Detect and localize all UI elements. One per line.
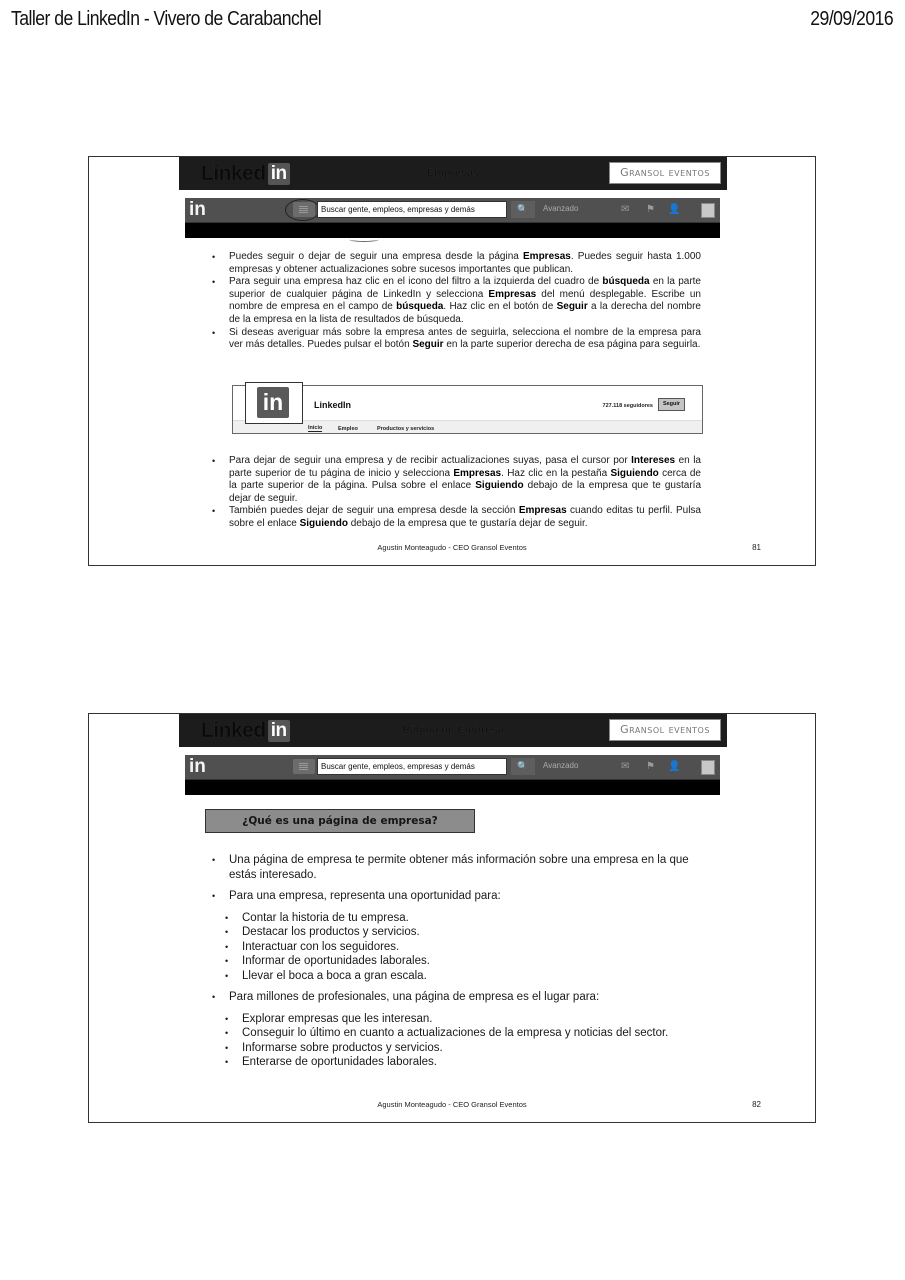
- slide-82: [88, 713, 816, 1123]
- banner-title: Página de Empresa: [402, 724, 504, 736]
- profile-avatar-icon[interactable]: [701, 760, 715, 775]
- bullet-item: • Si deseas averiguar más sobre la empresa antes de seguirla, selecciona el nombre de la empresa para ver más detalles. Puedes pulsar el botón Seguir en la parte superior derecha de esa página para seguirla.: [209, 327, 701, 352]
- tab-empleo[interactable]: Empleo: [338, 426, 358, 432]
- tab-productos-servicios[interactable]: Productos y servicios: [377, 426, 435, 432]
- slide-footer: Agustin Monteagudo - CEO Gransol Eventos: [377, 543, 527, 552]
- search-input[interactable]: Buscar gente, empleos, empresas y demás: [317, 201, 507, 218]
- filter-dropdown-pointer: [349, 237, 379, 242]
- sub-bullet: • Llevar el boca a boca a gran escala.: [209, 969, 701, 984]
- flag-icon[interactable]: ⚑: [646, 761, 655, 772]
- bullet-item: • Para dejar de seguir una empresa y de recibir actualizaciones suyas, pasa el cursor por Intereses en la parte superior de tu página de inicio y selecciona Empresas. Haz clic en la pestaña Siguiendo cerca de la parte superior de la página. Pulsa sobre el enlace Siguiendo debajo de la empresa que te gustaría dejar de seguir.: [209, 455, 701, 505]
- company-logo: in: [257, 387, 289, 418]
- slide-number: 81: [752, 543, 761, 552]
- add-connection-icon[interactable]: 👤: [668, 204, 681, 215]
- sub-bullet: • Explorar empresas que les interesan.: [209, 1012, 701, 1027]
- gransol-logo: Gransol eventos: [609, 719, 721, 741]
- sub-bullet: • Interactuar con los seguidores.: [209, 940, 701, 955]
- linkedin-home-icon[interactable]: in: [189, 756, 206, 777]
- bullet-list-top: [209, 251, 701, 352]
- sub-bullet: • Conseguir lo último en cuanto a actualizaciones de la empresa y noticias del sector.: [209, 1026, 701, 1041]
- company-logo-frame: [245, 382, 303, 424]
- filter-highlight-ring: [285, 199, 320, 221]
- slide-81: [88, 156, 816, 566]
- bullet-item: • También puedes dejar de seguir una empresa desde la sección Empresas cuando editas tu perfil. Pulsa sobre el enlace Siguiendo debajo de la empresa que te gustaría dejar de seguir.: [209, 505, 701, 530]
- bullet-item: • Para seguir una empresa haz clic en el icono del filtro a la izquierda del cuadro de búsqueda en la parte superior de cualquier página de LinkedIn y selecciona Empresas del menú desplegable. Escribe un nombre de empresa en el campo de búsqueda. Haz clic en el botón de Seguir a la derecha del nombre de la empresa en la lista de resultados de búsqueda.: [209, 276, 701, 326]
- slide-number: 82: [752, 1100, 761, 1109]
- advanced-search-link[interactable]: Avanzado: [543, 204, 579, 213]
- linkedin-in-box: in: [268, 720, 290, 742]
- follow-button[interactable]: Seguir: [658, 398, 685, 411]
- profile-avatar-icon[interactable]: [701, 203, 715, 218]
- page-header: [0, 0, 905, 42]
- sub-bullet: • Destacar los productos y servicios.: [209, 925, 701, 940]
- company-name[interactable]: LinkedIn: [314, 400, 352, 410]
- add-connection-icon[interactable]: 👤: [668, 761, 681, 772]
- sub-bullet: • Informar de oportunidades laborales.: [209, 954, 701, 969]
- bullet-intro: • Una página de empresa te permite obtener más información sobre una empresa en la que estás interesado.: [209, 853, 701, 882]
- bullet-item: • Puedes seguir o dejar de seguir una empresa desde la página Empresas. Puedes seguir hasta 1.000 empresas y obtener actualizaciones sobre sucesos importantes que publican.: [209, 251, 701, 276]
- linkedin-in-box: in: [268, 163, 290, 185]
- sub-bullet: • Contar la historia de tu empresa.: [209, 911, 701, 926]
- envelope-icon[interactable]: ✉: [621, 761, 630, 772]
- tab-inicio[interactable]: Inicio: [308, 425, 323, 431]
- bullet-list: [209, 853, 701, 1070]
- sub-bullet: • Informarse sobre productos y servicios.: [209, 1041, 701, 1056]
- linkedin-home-icon[interactable]: in: [189, 199, 206, 220]
- flag-icon[interactable]: ⚑: [646, 204, 655, 215]
- card-tabs-bar: [233, 420, 702, 433]
- linkedin-navbar: [185, 755, 720, 795]
- linkedin-banner: [179, 714, 727, 747]
- banner-title: Empresas: [426, 167, 480, 179]
- search-icon[interactable]: 🔍: [511, 201, 535, 218]
- search-filter-button[interactable]: [293, 759, 315, 774]
- company-card: [232, 385, 703, 434]
- section-heading: ¿Qué es una página de empresa?: [205, 809, 475, 833]
- slide-footer: Agustin Monteagudo - CEO Gransol Eventos: [377, 1100, 527, 1109]
- linkedin-logo: Linked in: [201, 162, 290, 186]
- advanced-search-link[interactable]: Avanzado: [543, 761, 579, 770]
- gransol-logo: Gransol eventos: [609, 162, 721, 184]
- search-input[interactable]: Buscar gente, empleos, empresas y demás: [317, 758, 507, 775]
- bullet-list-bottom: [209, 455, 701, 531]
- followers-count: 727.118 seguidores: [602, 403, 653, 409]
- linkedin-banner: [179, 157, 727, 190]
- page-date: 29/09/2016: [810, 8, 893, 30]
- page-title: Taller de LinkedIn - Vivero de Carabanchel: [11, 8, 322, 30]
- bullet-group1-title: • Para una empresa, representa una oportunidad para:: [209, 889, 701, 904]
- linkedin-navbar: [185, 198, 720, 238]
- linkedin-logo: Linked in: [201, 719, 290, 743]
- sub-bullet: • Enterarse de oportunidades laborales.: [209, 1055, 701, 1070]
- envelope-icon[interactable]: ✉: [621, 204, 630, 215]
- bullet-group2-title: • Para millones de profesionales, una página de empresa es el lugar para:: [209, 990, 701, 1005]
- search-icon[interactable]: 🔍: [511, 758, 535, 775]
